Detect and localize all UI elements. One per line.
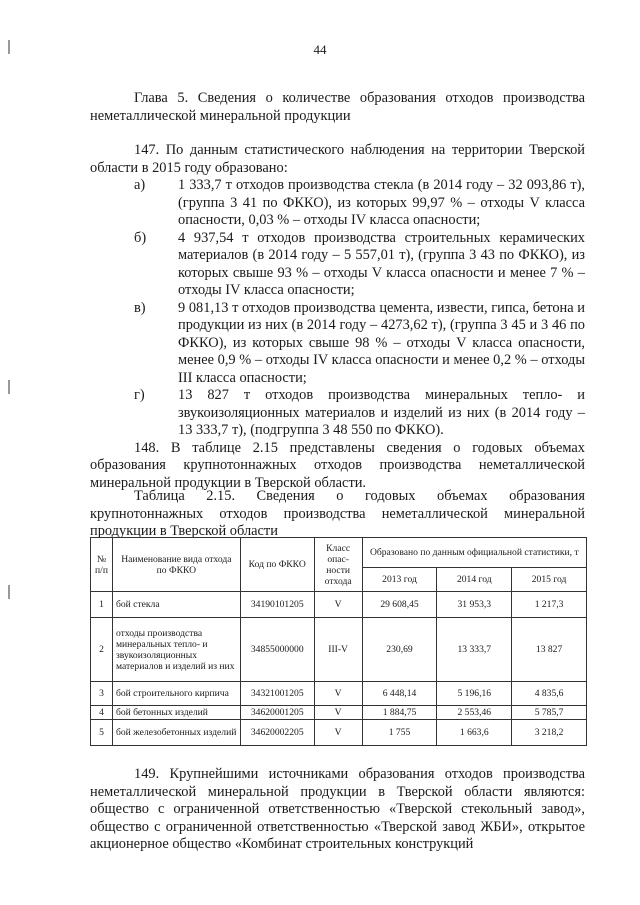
cell-2015: 5 785,7 xyxy=(512,706,587,720)
cell-2014: 5 196,16 xyxy=(437,682,512,706)
cell-class: III-V xyxy=(314,618,362,682)
list-item-text: 1 333,7 т отходов производства стекла (в 2014 году – 32 093,86 т), (группа 3 41 по ФККО), из которых 99,97 % – отходы V класса опасности, 0,03 % – отходы IV класса опасности; xyxy=(178,177,585,228)
cell-2015: 3 218,2 xyxy=(512,720,587,746)
header-formed: Образовано по данным официальной статистики, т xyxy=(362,538,586,568)
cell-2014: 13 333,7 xyxy=(437,618,512,682)
cell-2013: 230,69 xyxy=(362,618,437,682)
table-row xyxy=(91,706,587,720)
cell-2013: 1 755 xyxy=(362,720,437,746)
cell-2014: 2 553,46 xyxy=(437,706,512,720)
paragraph-149: 149. Крупнейшими источниками образования отходов производства неметаллической минеральной продукции в Тверской области являются: общество с ограниченной ответственностью «Тверской стекольный завод», общество с ограниченной ответственностью «Тверской завод ЖБИ», открытое акционерное общество «Комбинат строительных конструкций xyxy=(90,766,585,852)
cell-name: бой бетонных изделий xyxy=(112,706,240,720)
cell-class: V xyxy=(314,706,362,720)
chapter-heading-block xyxy=(90,90,585,125)
list-item-label: в) xyxy=(134,299,146,316)
table-row xyxy=(91,618,587,682)
cell-class: V xyxy=(314,592,362,618)
cell-2015: 4 835,6 xyxy=(512,682,587,706)
cell-2013: 1 884,75 xyxy=(362,706,437,720)
paragraph-147 xyxy=(90,142,585,492)
cell-2015: 1 217,3 xyxy=(512,592,587,618)
scan-margin-mark xyxy=(8,380,10,394)
cell-code: 34620001205 xyxy=(240,706,314,720)
list-item-label: б) xyxy=(134,229,147,246)
cell-code: 34855000000 xyxy=(240,618,314,682)
list-item-text: 4 937,54 т отходов производства строительных керамических материалов (в 2014 году – 5 557,01 т), (группа 3 43 по ФККО), из которых свыше 93 % – отходы V класса опасности и менее 7 % – отходы IV класса опасности; xyxy=(178,229,585,298)
list-item-text: 13 827 т отходов производства минеральных тепло- и звукоизоляционных материалов и изделий из них (в 2014 году – 13 333,7 т), (подгруппа 3 48 550 по ФККО). xyxy=(178,387,585,438)
header-year-2014: 2014 год xyxy=(437,568,512,592)
cell-num: 5 xyxy=(91,720,113,746)
header-year-2015: 2015 год xyxy=(512,568,587,592)
cell-num: 3 xyxy=(91,682,113,706)
list-item-b xyxy=(90,230,585,300)
cell-class: V xyxy=(314,720,362,746)
cell-2014: 1 663,6 xyxy=(437,720,512,746)
table-caption-block xyxy=(90,488,585,541)
cell-2013: 6 448,14 xyxy=(362,682,437,706)
cell-name: бой строительного кирпича xyxy=(112,682,240,706)
cell-code: 34321001205 xyxy=(240,682,314,706)
paragraph-149-block xyxy=(90,766,585,854)
table-caption: Таблица 2.15. Сведения о годовых объемах образования крупнотоннажных отходов производства неметаллической минеральной продукции в Тверской области xyxy=(90,488,585,539)
header-num: № п/п xyxy=(91,538,113,592)
table-row xyxy=(91,720,587,746)
header-code: Код по ФККО xyxy=(240,538,314,592)
cell-2014: 31 953,3 xyxy=(437,592,512,618)
chapter-heading: Глава 5. Сведения о количестве образования отходов производства неметаллической минеральной продукции xyxy=(90,90,585,124)
cell-class: V xyxy=(314,682,362,706)
waste-table xyxy=(90,537,587,746)
table-row xyxy=(91,592,587,618)
list-item-label: а) xyxy=(134,177,146,193)
scan-margin-mark xyxy=(8,585,10,599)
header-name: Наименование вида отхода по ФККО xyxy=(112,538,240,592)
paragraph-147-intro: 147. По данным статистического наблюдения на территории Тверской области в 2015 году образовано: xyxy=(90,142,585,176)
table-row xyxy=(91,682,587,706)
list-item-text: 9 081,13 т отходов производства цемента, извести, гипса, бетона и продукции из них (в 2014 году – 4273,62 т), (группа 3 45 и 3 46 по ФККО), из которых свыше 98 % – отходы V класса опасности, менее 0,9 % – отходы IV класса опасности и менее 0,2 % – отходы III класса опасности; xyxy=(178,299,585,386)
page-number: 44 xyxy=(313,42,327,57)
cell-2013: 29 608,45 xyxy=(362,592,437,618)
list-item-label: г) xyxy=(134,387,145,403)
list-item-v xyxy=(90,300,585,388)
waste-table-wrapper xyxy=(90,537,587,746)
cell-num: 4 xyxy=(91,706,113,720)
cell-name: бой стекла xyxy=(112,592,240,618)
cell-code: 34620002205 xyxy=(240,720,314,746)
cell-num: 2 xyxy=(91,618,113,682)
cell-name: бой железобетонных изделий xyxy=(112,720,240,746)
cell-num: 1 xyxy=(91,592,113,618)
cell-name: отходы производства минеральных тепло- и звукоизоляционных материалов и изделий из них xyxy=(112,618,240,682)
paragraph-148: 148. В таблице 2.15 представлены сведения о годовых объемах образования крупнотоннажных отходов производства неметаллической минеральной продукции в Тверской области. xyxy=(90,439,585,491)
list-item-g xyxy=(90,387,585,440)
list-item-a xyxy=(90,177,585,230)
header-class: Класс опас-ности отхода xyxy=(314,538,362,592)
cell-2015: 13 827 xyxy=(512,618,587,682)
cell-code: 34190101205 xyxy=(240,592,314,618)
header-year-2013: 2013 год xyxy=(362,568,437,592)
